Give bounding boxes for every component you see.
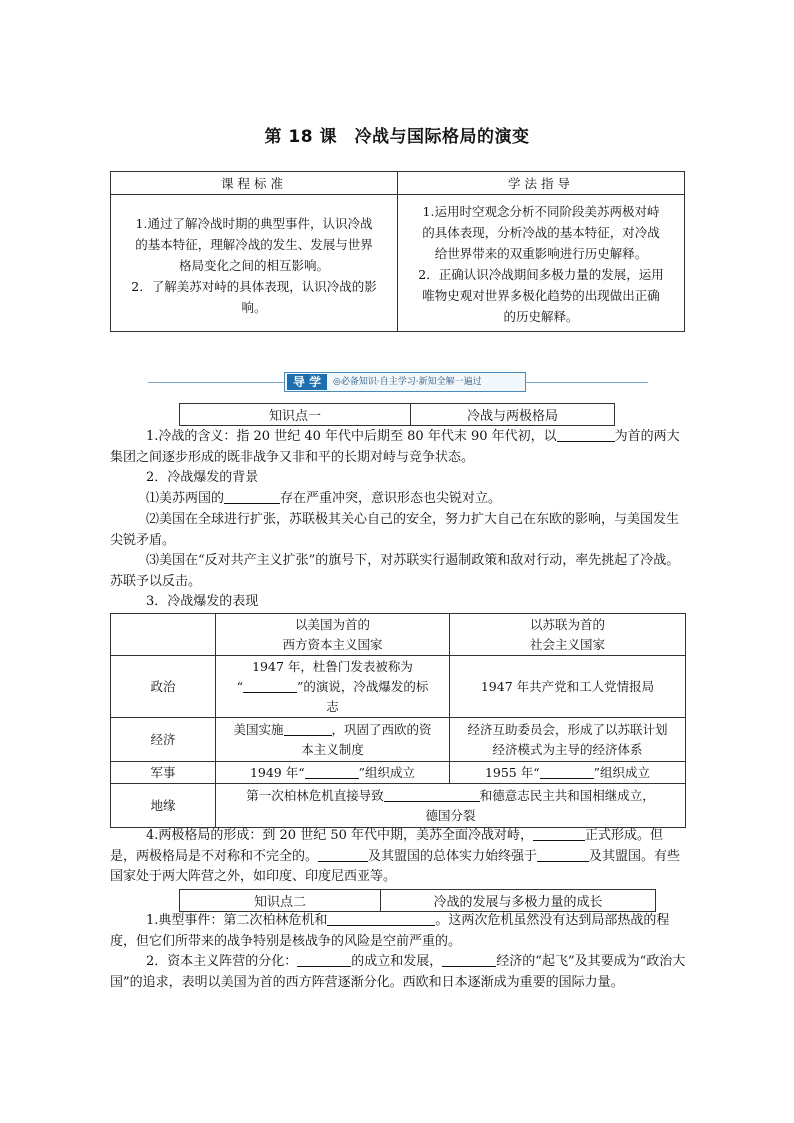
methods-content: 1.运用时空观念分析不同阶段美苏两极对峙 的具体表现，分析冷战的基本特征，对冷战 给世界带来的双重影响进行历史解释。 2．正确认识冷战期间多极力量的发展，运用 唯物史观对世界多极化趋势的出现做出正确 的历史解释。 — [398, 195, 685, 332]
cold-war-table: 以美国为首的 西方资本主义国家 以苏联为首的 社会主义国家 政治 1947 年，杜鲁门发表被称为 “ ”的演说，冷战爆发的标 志 1947 年共产党和工人党情报局 经济 美国实施 ，巩固了西欧的资 本主义制度 经济互助委员会，形成了以苏联计划 经济模式为主导的经济体系 军事 1949 年“ ”组织成立 1955 年“ ”组织成立 地缘 第一次柏林危机直接导致 和德意志民主共和国相继成立， 德国分裂 — [110, 613, 686, 828]
standards-table — [110, 171, 685, 332]
section-4: 4.两极格局的形成：到 20 世纪 50 年代中期，美苏全面冷战对峙， 正式形成。但是，两极格局是不对称和不完全的。 及其盟国的总体实力始终强于 及其盟国。有些国家处于两大阵营之外，如印度、印度尼西亚等。 — [110, 828, 681, 884]
col-header-standards: 课程标准 — [111, 172, 398, 195]
section-2-1: ⑴美苏两国的 存在严重冲突，意识形态也尖锐对立。 — [146, 491, 502, 506]
guide-subtitle: ◎必备知识·自主学习·新知全解一遍过 — [333, 377, 482, 387]
section-5: 1.典型事件：第二次柏林危机和 。这两次危机虽然没有达到局部热战的程度，但它们所带来的战争特别是核战争的风险是空前严重的。 — [110, 913, 670, 949]
row-label-economy: 经济 — [111, 718, 216, 762]
knowledge-point-2-header: 知识点二 冷战的发展与多极力量的成长 — [179, 889, 656, 912]
standards-content: 1.通过了解冷战时期的典型事件，认识冷战 的基本特征，理解冷战的发生、发展与世界 格局变化之间的相互影响。 2．了解美苏对峙的具体表现，认识冷战的影 响。 — [111, 195, 398, 332]
guide-label: 导 学 — [287, 374, 327, 390]
page-title: 第 18 课 冷战与国际格局的演变 — [264, 127, 530, 147]
row-label-politics: 政治 — [111, 656, 216, 718]
row-label-geography: 地缘 — [111, 784, 216, 828]
section-2-2: ⑵美国在全球进行扩张，苏联极其关心自己的安全，努力扩大自己在东欧的影响，与美国发生尖锐矛盾。 — [110, 512, 680, 548]
row-label-military: 军事 — [111, 762, 216, 784]
section-1: 1.冷战的含义：指 20 世纪 40 年代中后期至 80 年代末 90 年代初，以 为首的两大集团之间逐步形成的既非战争又非和平的长期对峙与竞争状态。 — [110, 429, 680, 465]
section-2-3: ⑶美国在“反对共产主义扩张”的旗号下，对苏联实行遏制政策和敌对行动，率先挑起了冷战。苏联予以反击。 — [110, 553, 680, 589]
guide-banner — [148, 370, 648, 394]
knowledge-point-1-header: 知识点一 冷战与两极格局 — [179, 403, 615, 426]
section-2-title: 2．冷战爆发的背景 — [146, 470, 259, 485]
section-3-title: 3．冷战爆发的表现 — [146, 594, 259, 609]
col-header-methods: 学法指导 — [398, 172, 685, 195]
section-6: 2．资本主义阵营的分化： 的成立和发展， 经济的“起飞”及其要成为“政治大国”的追求，表明以美国为首的西方阵营逐渐分化。西欧和日本逐渐成为重要的国际力量。 — [110, 954, 686, 990]
